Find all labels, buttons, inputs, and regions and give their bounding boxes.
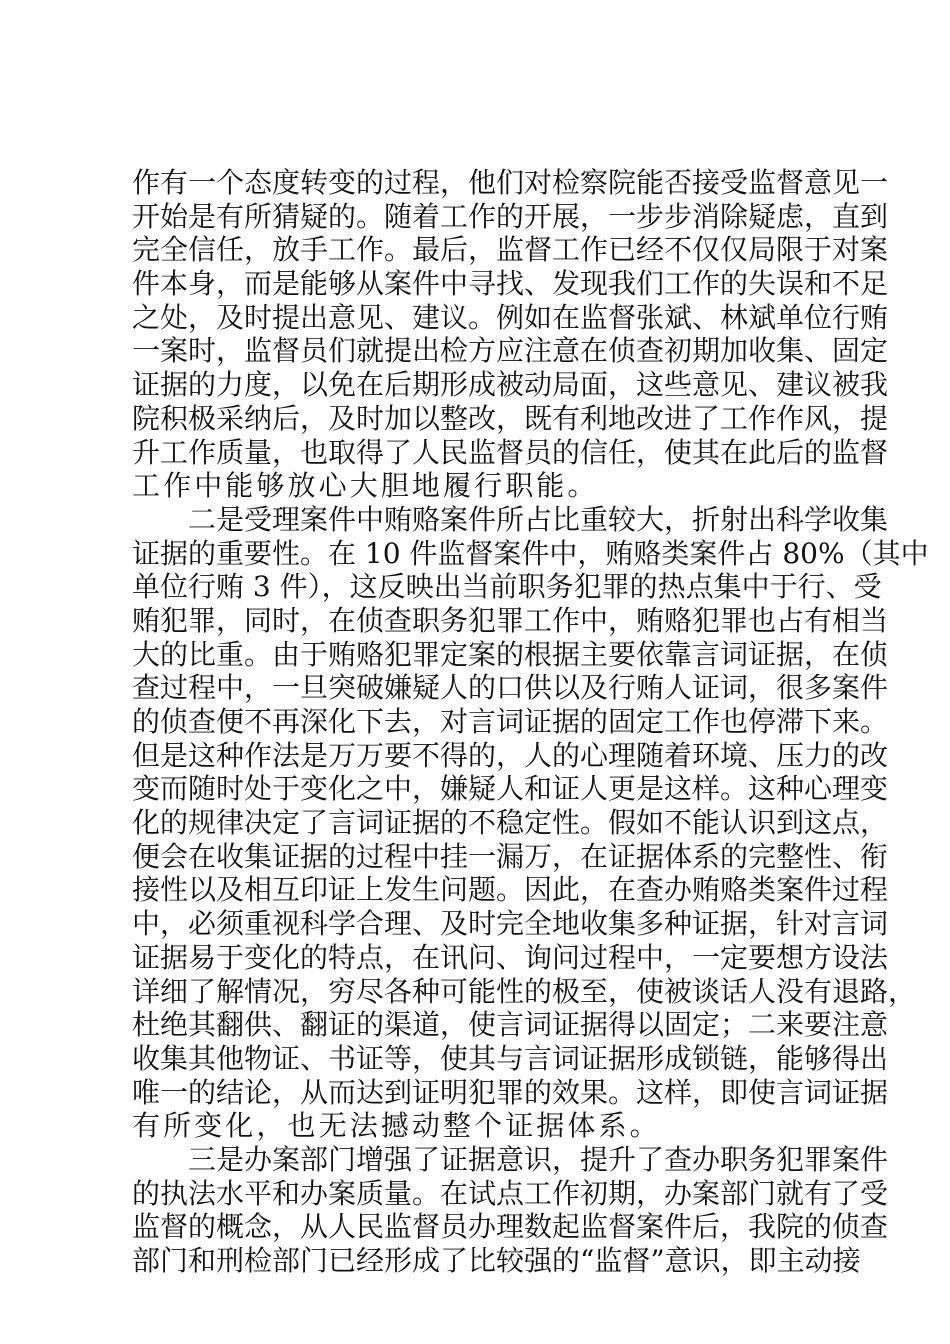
text-line: 三是办案部门增强了证据意识，提升了查办职务犯罪案件 <box>188 1142 889 1176</box>
text-line: 查过程中，一旦突破嫌疑人的口供以及行贿人证词，很多案件 <box>132 671 889 705</box>
text-line: 大的比重。由于贿赂犯罪定案的根据主要依靠言词证据，在侦 <box>132 637 889 671</box>
text-line: 升工作质量，也取得了人民监督员的信任，使其在此后的监督 <box>132 435 889 469</box>
text-line: 开始是有所猜疑的。随着工作的开展，一步步消除疑虑，直到 <box>132 199 889 233</box>
text-line: 化的规律决定了言词证据的不稳定性。假如不能认识到这点， <box>132 806 889 840</box>
text-line: 作有一个态度转变的过程，他们对检察院能否接受监督意见一 <box>132 166 889 199</box>
text-line: 工作中能够放心大胆地履行职能。 <box>132 469 599 503</box>
text-line: 件本身，而是能够从案件中寻找、发现我们工作的失误和不足 <box>132 267 889 301</box>
text-line: 证据易于变化的特点，在讯问、询问过程中，一定要想方设法 <box>132 940 889 974</box>
text-line: 接性以及相互印证上发生问题。因此，在查办贿赂类案件过程 <box>132 873 889 907</box>
text-line: 监督的概念，从人民监督员办理数起监督案件后，我院的侦查 <box>132 1210 889 1244</box>
text-line: 有所变化，也无法撼动整个证据体系。 <box>132 1109 661 1143</box>
text-line: 证据的重要性。在 10 件监督案件中，贿赂类案件占 80%（其中 <box>132 536 929 570</box>
text-line: 中，必须重视科学合理、及时完全地收集多种证据，针对言词 <box>132 907 889 941</box>
text-line: 的侦查便不再深化下去，对言词证据的固定工作也停滞下来。 <box>132 705 889 738</box>
paragraph-2 <box>132 502 929 1143</box>
paragraph-3 <box>132 1142 889 1278</box>
text-line: 完全信任，放手工作。最后，监督工作已经不仅仅局限于对案 <box>132 233 889 267</box>
text-line: 一案时，监督员们就提出检方应注意在侦查初期加收集、固定 <box>132 334 889 368</box>
text-line: 证据的力度，以免在后期形成被动局面，这些意见、建议被我 <box>132 368 889 402</box>
text-line: 收集其他物证、书证等，使其与言词证据形成锁链，能够得出 <box>132 1041 889 1075</box>
text-line: 二是受理案件中贿赂案件所占比重较大，折射出科学收集 <box>188 502 889 536</box>
text-line: 部门和刑检部门已经形成了比较强的“监督”意识，即主动接 <box>132 1244 861 1277</box>
text-line: 贿犯罪，同时，在侦查职务犯罪工作中，贿赂犯罪也占有相当 <box>132 603 889 637</box>
text-line: 的执法水平和办案质量。在试点工作初期，办案部门就有了受 <box>132 1176 889 1210</box>
document-page <box>132 166 929 1278</box>
paragraph-1 <box>132 166 889 503</box>
text-line: 但是这种作法是万万要不得的，人的心理随着环境、压力的改 <box>132 738 889 772</box>
text-line: 变而随时处于变化之中，嫌疑人和证人更是这样。这种心理变 <box>132 772 889 806</box>
text-line: 便会在收集证据的过程中挂一漏万，在证据体系的完整性、衔 <box>132 839 889 873</box>
text-line: 唯一的结论，从而达到证明犯罪的效果。这样，即使言词证据 <box>132 1075 889 1109</box>
text-line: 院积极采纳后，及时加以整改，既有利地改进了工作作风，提 <box>132 401 889 435</box>
text-line: 单位行贿 3 件），这反映出当前职务犯罪的热点集中于行、受 <box>132 570 882 604</box>
text-line: 杜绝其翻供、翻证的渠道，使言词证据得以固定；二来要注意 <box>132 1008 889 1042</box>
text-line: 之处，及时提出意见、建议。例如在监督张斌、林斌单位行贿 <box>132 300 889 334</box>
text-line: 详细了解情况，穷尽各种可能性的极至，使被谈话人没有退路， <box>132 974 917 1008</box>
